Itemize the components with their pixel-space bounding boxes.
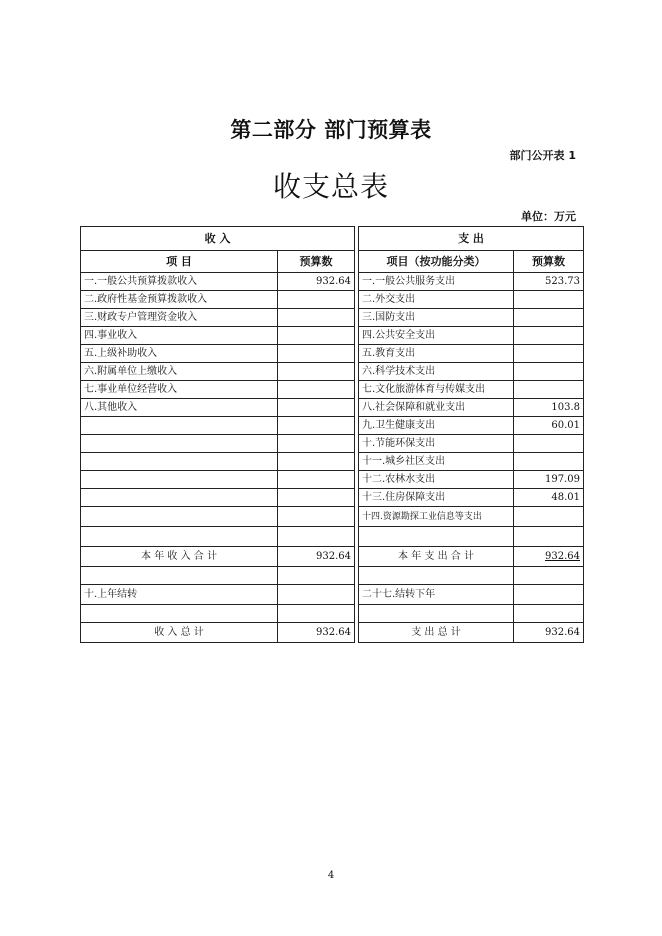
income-amount: 932.64 [278,273,355,291]
income-amount [278,471,355,489]
expense-item: 七.文化旅游体育与传媒支出 [359,381,514,399]
year-expense-total: 932.64 [545,550,580,562]
table-row [81,291,584,309]
table-row [81,471,584,489]
income-item: 七.事业单位经营收入 [81,381,278,399]
expense-amount [514,291,584,309]
income-item: 八.其他收入 [81,399,278,417]
table-title: 收支总表 [272,170,389,203]
table-row [81,327,584,345]
table-row [81,399,584,417]
expense-item: 三.国防支出 [359,309,514,327]
column-header-row [81,251,584,273]
table-row [81,363,584,381]
expense-amount: 48.01 [514,489,584,507]
year-total-row [81,547,584,567]
expense-amount [514,327,584,345]
income-amount [278,435,355,453]
income-grand-total: 932.64 [278,623,355,643]
expense-amount [514,507,584,527]
expense-amount [514,381,584,399]
income-amount [278,417,355,435]
income-item: 五.上级补助收入 [81,345,278,363]
expense-item: 八.社会保障和就业支出 [359,399,514,417]
expense-item: 十三.住房保障支出 [359,489,514,507]
year-expense-total-label: 本 年 支 出 合 计 [359,547,514,567]
carry-in-amount [278,585,355,605]
income-amount [278,381,355,399]
income-amount [278,489,355,507]
grand-total-row [81,623,584,643]
income-item: 二.政府性基金预算拨款收入 [81,291,278,309]
expense-amount [514,435,584,453]
income-item: 三.财政专户管理资金收入 [81,309,278,327]
income-amount [278,345,355,363]
table-row [81,417,584,435]
table-row [81,567,584,585]
expense-item: 二.外交支出 [359,291,514,309]
expense-item: 四.公共安全支出 [359,327,514,345]
income-group-header: 收 入 [81,227,355,251]
expense-item: 十四.资源勘探工业信息等支出 [359,507,514,527]
income-item [81,471,278,489]
year-income-total: 932.64 [278,547,355,567]
expense-amount: 523.73 [514,273,584,291]
year-income-total-label: 本 年 收 入 合 计 [81,547,278,567]
income-item [81,435,278,453]
budget-summary-table [80,226,584,643]
expense-item: 十一.城乡社区支出 [359,453,514,471]
income-amount [278,291,355,309]
expense-item: 十二.农林水支出 [359,471,514,489]
income-amount [278,399,355,417]
carry-out-label: 二十七.结转下年 [359,585,514,605]
income-item [81,417,278,435]
page-number: 4 [327,870,335,881]
income-item: 六.附属单位上缴收入 [81,363,278,381]
expense-group-header: 支 出 [359,227,584,251]
income-amount [278,363,355,381]
expense-item: 十.节能环保支出 [359,435,514,453]
income-item [81,527,278,547]
income-amount [278,309,355,327]
expense-amount: 60.01 [514,417,584,435]
carry-in-label: 十.上年结转 [81,585,278,605]
expense-item: 六.科学技术支出 [359,363,514,381]
col-expense-item: 项目（按功能分类） [359,251,514,273]
expense-amount [514,345,584,363]
expense-amount [514,363,584,381]
table-row [81,345,584,363]
expense-amount [514,453,584,471]
income-grand-total-label: 收 入 总 计 [81,623,278,643]
income-item [81,507,278,527]
expense-amount: 197.09 [514,471,584,489]
expense-amount [514,527,584,547]
col-expense-amount: 预算数 [514,251,584,273]
col-income-item: 项 目 [81,251,278,273]
table-row [81,453,584,471]
expense-item: 五.教育支出 [359,345,514,363]
income-item [81,453,278,471]
expense-item [359,527,514,547]
carry-out-amount [514,585,584,605]
table-row [81,309,584,327]
income-amount [278,453,355,471]
table-row [81,489,584,507]
table-code: 部门公开表 1 [509,149,576,162]
expense-grand-total: 932.64 [514,623,584,643]
table-row [81,435,584,453]
part-title: 第二部分 部门预算表 [230,118,432,142]
table-row [81,381,584,399]
unit-label: 单位：万元 [521,210,576,223]
income-amount [278,527,355,547]
expense-item: 九.卫生健康支出 [359,417,514,435]
income-amount [278,507,355,527]
carry-over-row [81,585,584,605]
expense-amount [514,309,584,327]
table-row [81,507,584,527]
income-item: 四.事业收入 [81,327,278,345]
expense-amount: 103.8 [514,399,584,417]
table-row [81,605,584,623]
table-row [81,527,584,547]
expense-item: 一.一般公共服务支出 [359,273,514,291]
expense-grand-total-label: 支 出 总 计 [359,623,514,643]
col-income-amount: 预算数 [278,251,355,273]
table-row [81,273,584,291]
income-amount [278,327,355,345]
income-item [81,489,278,507]
group-header-row [81,227,584,251]
income-item: 一.一般公共预算拨款收入 [81,273,278,291]
